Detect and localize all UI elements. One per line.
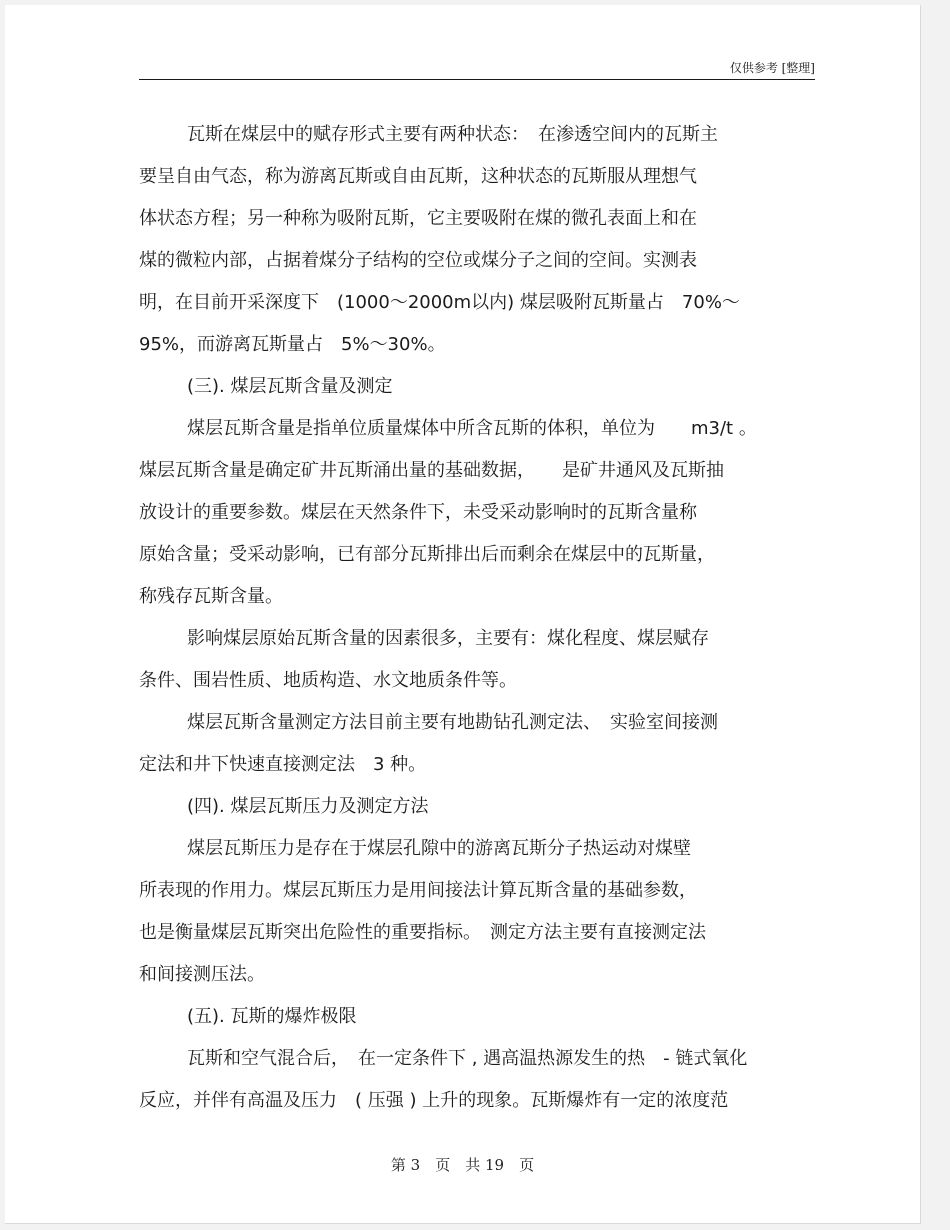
body-line: 原始含量；受采动影响，已有部分瓦斯排出后而剩余在煤层中的瓦斯量，: [139, 544, 715, 565]
body-line: 和间接测压法。: [139, 964, 265, 985]
body-line: 影响煤层原始瓦斯含量的因素很多，主要有：煤化程度、煤层赋存: [187, 628, 709, 649]
body-line: 要呈自由气态，称为游离瓦斯或自由瓦斯，这种状态的瓦斯服从理想气: [139, 166, 697, 187]
body-line: 称残存瓦斯含量。: [139, 586, 283, 607]
body-line: 瓦斯和空气混合后， 在一定条件下 , 遇高温热源发生的热 - 链式氧化: [187, 1048, 748, 1069]
body-line: 体状态方程；另一种称为吸附瓦斯，它主要吸附在煤的微孔表面上和在: [139, 208, 697, 229]
body-line: 条件、围岩性质、地质构造、水文地质条件等。: [139, 670, 517, 691]
body-line: 煤层瓦斯含量是确定矿井瓦斯涌出量的基础数据， 是矿井通风及瓦斯抽: [139, 460, 724, 481]
section-heading: (三). 煤层瓦斯含量及测定: [187, 376, 393, 397]
body-line: 95%，而游离瓦斯量占 5%～30%。: [139, 334, 446, 355]
document-page: [5, 5, 921, 1224]
body-line: 也是衡量煤层瓦斯突出危险性的重要指标。 测定方法主要有直接测定法: [139, 922, 706, 943]
page-header: [139, 59, 815, 80]
body-line: 煤层瓦斯压力是存在于煤层孔隙中的游离瓦斯分子热运动对煤壁: [187, 838, 691, 859]
body-line: 定法和井下快速直接测定法 3 种。: [139, 754, 427, 775]
body-line: 瓦斯在煤层中的赋存形式主要有两种状态： 在渗透空间内的瓦斯主: [187, 124, 718, 145]
body-line: 明，在目前开采深度下 (1000～2000m以内) 煤层吸附瓦斯量占 70%～: [139, 292, 740, 313]
body-line: 煤层瓦斯含量测定方法目前主要有地勘钻孔测定法、 实验室间接测: [187, 712, 718, 733]
section-heading: (五). 瓦斯的爆炸极限: [187, 1006, 357, 1027]
body-line: 放设计的重要参数。煤层在天然条件下，未受采动影响时的瓦斯含量称: [139, 502, 697, 523]
section-heading: (四). 煤层瓦斯压力及测定方法: [187, 796, 429, 817]
body-line: 反应，并伴有高温及压力 ( 压强 ) 上升的现象。瓦斯爆炸有一定的浓度范: [139, 1090, 729, 1111]
page-number: 第 3 页 共 19 页: [390, 1156, 535, 1174]
body-line: 煤的微粒内部，占据着煤分子结构的空位或煤分子之间的空间。实测表: [139, 250, 697, 271]
body-line: 所表现的作用力。煤层瓦斯压力是用间接法计算瓦斯含量的基础参数，: [139, 880, 697, 901]
body-line: 煤层瓦斯含量是指单位质量煤体中所含瓦斯的体积，单位为 m3/t 。: [187, 418, 757, 439]
header-note: 仅供参考 [整理]: [729, 61, 815, 75]
